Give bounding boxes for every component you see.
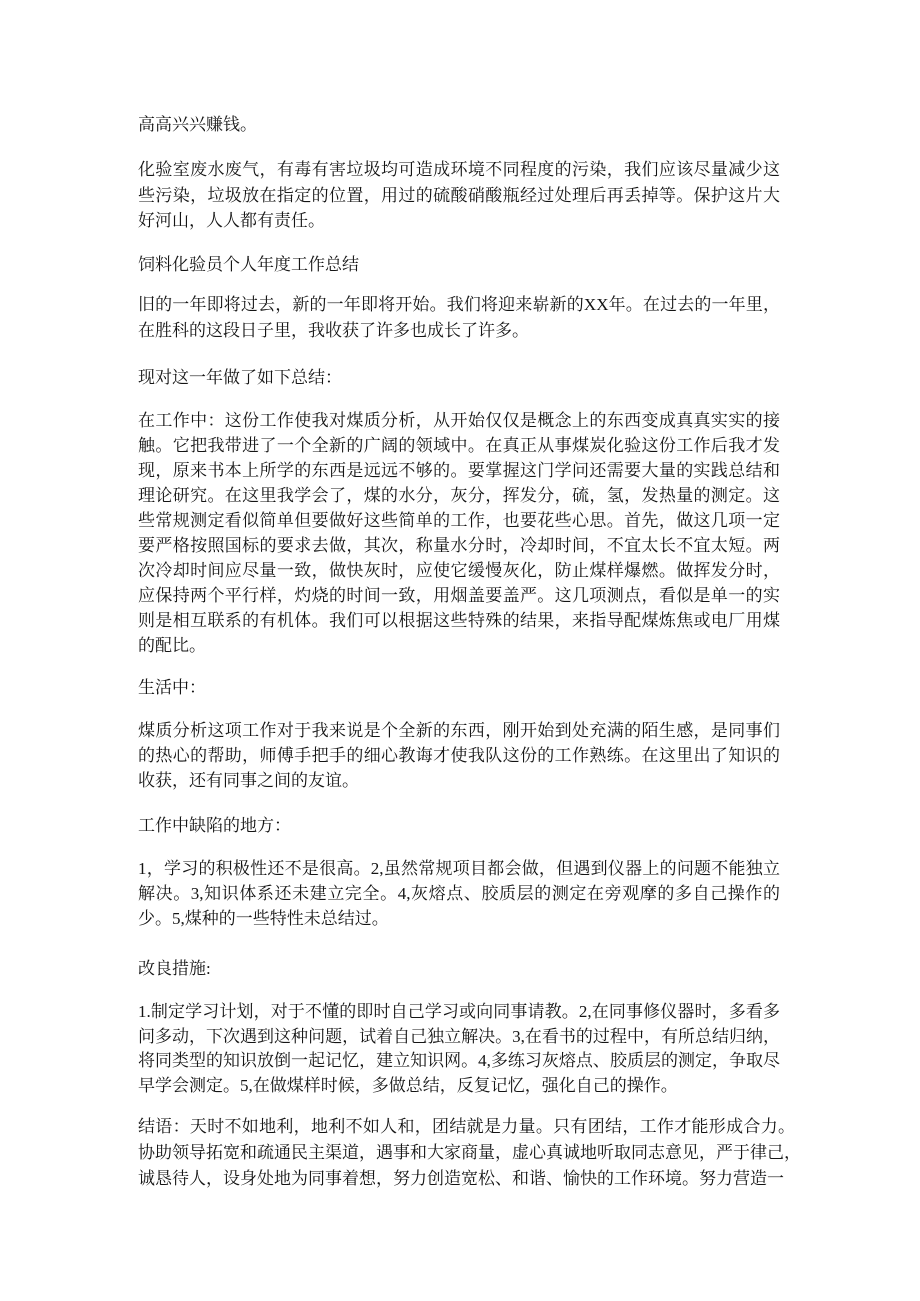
paragraph xyxy=(138,408,780,658)
text-line: 在工作中：这份工作使我对煤质分析，从开始仅仅是概念上的东西变成真真实实的接 xyxy=(138,411,780,430)
paragraph xyxy=(138,157,780,234)
text-line: 些污染，垃圾放在指定的位置，用过的硫酸硝酸瓶经过处理后再丢掉等。保护这片大 xyxy=(138,185,780,205)
paragraph xyxy=(138,1000,780,1098)
text-line: 1，学习的积极性还不是很高。2,虽然常规项目都会做，但遇到仪器上的问题不能独立 xyxy=(138,859,780,878)
text-line: 解决。3,知识体系还未建立完全。4,灰熔点、胶质层的测定在旁观摩的多自己操作的 xyxy=(138,884,780,903)
text-line: 现对这一年做了如下总结： xyxy=(138,368,342,387)
section-heading xyxy=(138,365,342,391)
section-heading xyxy=(138,675,206,701)
paragraph xyxy=(138,112,257,138)
text-line: 应保持两个平行样，灼烧的时间一致，用烟盖要盖严。这几项测点，看似是单一的实 xyxy=(138,586,780,605)
paragraph xyxy=(138,718,780,793)
text-line: 协助领导拓宽和疏通民主渠道，遇事和大家商量，虚心真诚地听取同志意见，严于律己， xyxy=(138,1143,801,1162)
text-line: 少。5,煤种的一些特性未总结过。 xyxy=(138,909,389,928)
text-line: 触。它把我带进了一个全新的广阔的领域中。在真正从事煤炭化验这份工作后我才发 xyxy=(138,436,780,455)
text-line: 问多动，下次遇到这种问题，试着自己独立解决。3,在看书的过程中，有所总结归纳， xyxy=(138,1026,780,1046)
text-line: 将同类型的知识放倒一起记忆，建立知识网。4,多练习灰熔点、胶质层的测定，争取尽 xyxy=(138,1051,780,1070)
paragraph xyxy=(138,1114,801,1192)
text-line: 结语：天时不如地利，地利不如人和，团结就是力量。只有团结，工作才能形成合力。 xyxy=(138,1117,795,1136)
text-line: 在胜科的这段日子里，我收获了许多也成长了许多。 xyxy=(138,320,529,340)
text-line: 旧的一年即将过去，新的一年即将开始。我们将迎来崭新的XX年。在过去的一年里， xyxy=(138,295,780,314)
section-heading xyxy=(138,956,211,982)
text-line: 高高兴兴赚钱。 xyxy=(138,115,257,134)
text-line: 些常规测定看似简单但要做好这些简单的工作，也要花些心思。首先，做这几项一定 xyxy=(138,511,780,530)
text-line: 的热心的帮助，师傅手把手的细心教诲才使我队这份的工作熟练。在这里出了知识的 xyxy=(138,746,780,765)
text-line: 好河山，人人都有责任。 xyxy=(138,211,325,230)
text-line: 理论研究。在这里我学会了，煤的水分，灰分，挥发分，硫，氢，发热量的测定。这 xyxy=(138,486,780,505)
text-line: 则是相互联系的有机体。我们可以根据这些特殊的结果，来指导配煤炼焦或电厂用煤 xyxy=(138,611,780,630)
title-text: 饲料化验员个人年度工作总结 xyxy=(138,255,359,274)
text-line: 早学会测定。5,在做煤样时候，多做总结，反复记忆，强化自己的操作。 xyxy=(138,1075,678,1095)
paragraph xyxy=(138,292,780,343)
text-line: 1.制定学习计划，对于不懂的即时自己学习或向同事请教。2,在同事修仪器时，多看多 xyxy=(138,1002,780,1021)
text-line: 收获，还有同事之间的友谊。 xyxy=(138,771,359,790)
section-heading xyxy=(138,813,291,839)
text-line: 化验室废水废气，有毒有害垃圾均可造成环境不同程度的污染，我们应该尽量减少这 xyxy=(138,160,780,179)
text-line: 诚恳待人，设身处地为同事着想，努力创造宽松、和谐、愉快的工作环境。努力营造一 xyxy=(138,1169,784,1188)
text-line: 要严格按照国标的要求去做，其次，称量水分时，冷却时间，不宜太长不宜太短。两 xyxy=(138,536,780,555)
text-line: 煤质分析这项工作对于我来说是个全新的东西，刚开始到处充满的陌生感，是同事们 xyxy=(138,721,780,740)
paragraph xyxy=(138,856,780,931)
text-line: 生活中： xyxy=(138,678,206,697)
text-line: 改良措施: xyxy=(138,959,211,978)
document-title xyxy=(138,252,359,278)
text-line: 的配比。 xyxy=(138,636,206,655)
text-line: 工作中缺陷的地方： xyxy=(138,816,291,835)
text-line: 次冷却时间应尽量一致，做快灰时，应使它缓慢灰化，防止煤样爆燃。做挥发分时， xyxy=(138,561,780,580)
text-line: 现，原来书本上所学的东西是远远不够的。要掌握这门学问还需要大量的实践总结和 xyxy=(138,461,780,480)
